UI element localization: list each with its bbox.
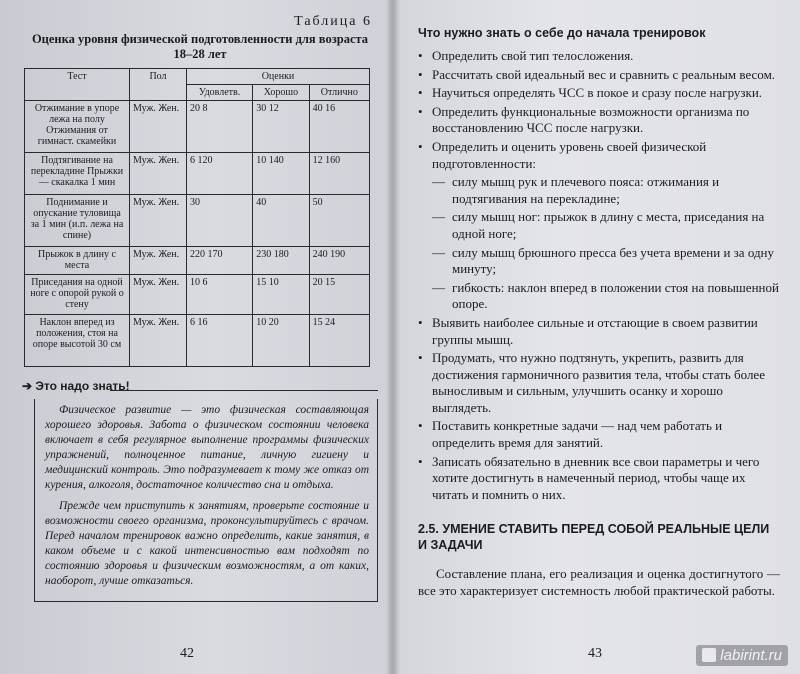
header-satisfactory: Удовлетв. (187, 85, 253, 101)
cell-good: 230 180 (253, 247, 309, 275)
table-number: Таблица 6 (294, 14, 372, 29)
know-heading: ➔ Это надо знать! (22, 379, 130, 393)
list-subitem: — силу мышц рук и плечевого пояса: отжимания и подтягивания на перекладине; (418, 174, 780, 207)
cell-sex: Муж. Жен. (130, 195, 187, 247)
info-paragraph-1: Физическое развитие — это физическая составляющая хорошего здоровья. Забота о физическом состоянии человека включает в себя регулярное выполнение программы физических упражнений, полноценное питание, личную гигиену и медицинский контроль. Это подразумевает к тому же отказ от курения, алкоголя, достаточное количество сна и отдыха. (45, 404, 369, 491)
cell-sat: 10 6 (187, 275, 253, 315)
list-subitem: — силу мышц брюшного пресса без учета времени и за одну минуту; (418, 245, 780, 278)
header-good: Хорошо (253, 85, 309, 101)
cell-test: Поднимание и опускание туловища за 1 мин (и.п. лежа на спине) (25, 195, 130, 247)
cell-test: Подтягивание на перекладине Прыжки — скакалка 1 мин (25, 153, 130, 195)
list-item: • Рассчитать свой идеальный вес и сравнить с реальным весом. (418, 67, 780, 84)
list-item: • Продумать, что нужно подтянуть, укрепить, развить для достижения гармоничного развития тела, чтобы стать более выносливым и сильным, улучшить осанку и хорошо выглядеть. (418, 350, 780, 416)
list-item: • Выявить наиболее сильные и отстающие в своем развитии группы мышц. (418, 315, 780, 348)
left-page (0, 0, 392, 674)
page-number-left: 42 (180, 646, 194, 661)
list-item: • Определить свой тип телосложения. (418, 48, 780, 65)
cell-sat: 20 8 (187, 101, 253, 153)
list-item: • Научиться определять ЧСС в покое и сразу после нагрузки. (418, 85, 780, 102)
cell-sat: 30 (187, 195, 253, 247)
info-paragraph-2: Прежде чем приступить к занятиям, проверьте состояние и возможности своего организма, проконсультируйтесь с врачом. Перед началом тренировок важно определить, какие занятия, в каком объеме и с какой интенсивностью вам подходят по состоянию здоровья и физическим возможностям, а от каких, наоборот, лучше отказаться. (45, 500, 369, 587)
list-item: • Определить функциональные возможности организма по восстановлению ЧСС после нагрузки. (418, 104, 780, 137)
cell-excellent: 20 15 (309, 275, 369, 315)
know-rule (110, 390, 378, 391)
header-sex: Пол (130, 69, 187, 101)
watermark-text: labirint.ru (720, 647, 782, 664)
list-item: • Определить и оценить уровень своей физической подготовленности: (418, 139, 780, 172)
cell-test: Приседания на одной ноге с опорой рукой о стену (25, 275, 130, 315)
table-row (25, 315, 370, 367)
page-number-right: 43 (588, 646, 602, 661)
table-row (25, 247, 370, 275)
cell-test: Прыжок в длину с места (25, 247, 130, 275)
cell-sex: Муж. Жен. (130, 247, 187, 275)
right-heading: Что нужно знать о себе до начала тренировок (418, 26, 706, 40)
cell-good: 40 (253, 195, 309, 247)
info-box (34, 399, 378, 602)
book-icon (702, 648, 716, 662)
table-row (25, 275, 370, 315)
right-page (392, 0, 800, 674)
cell-excellent: 50 (309, 195, 369, 247)
header-test: Тест (25, 69, 130, 101)
list-item: • Поставить конкретные задачи — над чем работать и определить время для занятий. (418, 418, 780, 451)
table-title: Оценка уровня физической подготовленности для возраста 18–28 лет (31, 32, 369, 61)
cell-good: 10 140 (253, 153, 309, 195)
book-gutter (386, 0, 400, 674)
cell-sex: Муж. Жен. (130, 153, 187, 195)
cell-good: 10 20 (253, 315, 309, 367)
header-marks: Оценки (187, 69, 370, 85)
section-paragraph: Составление плана, его реализация и оценка достигнутого — все это характеризует системность любой практической работы. (418, 566, 780, 599)
watermark (696, 645, 788, 666)
table-row (25, 195, 370, 247)
cell-sex: Муж. Жен. (130, 275, 187, 315)
cell-excellent: 12 160 (309, 153, 369, 195)
cell-test: Отжимание в упоре лежа на полу Отжимания от гимнаст. скамейки (25, 101, 130, 153)
cell-excellent: 240 190 (309, 247, 369, 275)
table-header-row (25, 69, 370, 85)
table-row (25, 101, 370, 153)
checklist (418, 48, 780, 503)
section-title: 2.5. УМЕНИЕ СТАВИТЬ ПЕРЕД СОБОЙ РЕАЛЬНЫЕ ЦЕЛИ И ЗАДАЧИ (418, 522, 770, 553)
cell-sat: 6 16 (187, 315, 253, 367)
header-excellent: Отлично (309, 85, 369, 101)
cell-excellent: 15 24 (309, 315, 369, 367)
list-subitem: — силу мышц ног: прыжок в длину с места, приседания на одной ноге; (418, 209, 780, 242)
cell-sex: Муж. Жен. (130, 101, 187, 153)
table-row (25, 153, 370, 195)
list-item: • Записать обязательно в дневник все свои параметры и чего хотите достигнуть в намеченный период, чтобы чаще их читать и помнить о них. (418, 454, 780, 504)
cell-sat: 6 120 (187, 153, 253, 195)
cell-excellent: 40 16 (309, 101, 369, 153)
cell-good: 30 12 (253, 101, 309, 153)
cell-sex: Муж. Жен. (130, 315, 187, 367)
cell-good: 15 10 (253, 275, 309, 315)
list-subitem: — гибкость: наклон вперед в положении стоя на повышенной опоре. (418, 280, 780, 313)
cell-test: Наклон вперед из положения, стоя на опоре высотой 30 см (25, 315, 130, 367)
fitness-table (24, 68, 370, 367)
cell-sat: 220 170 (187, 247, 253, 275)
